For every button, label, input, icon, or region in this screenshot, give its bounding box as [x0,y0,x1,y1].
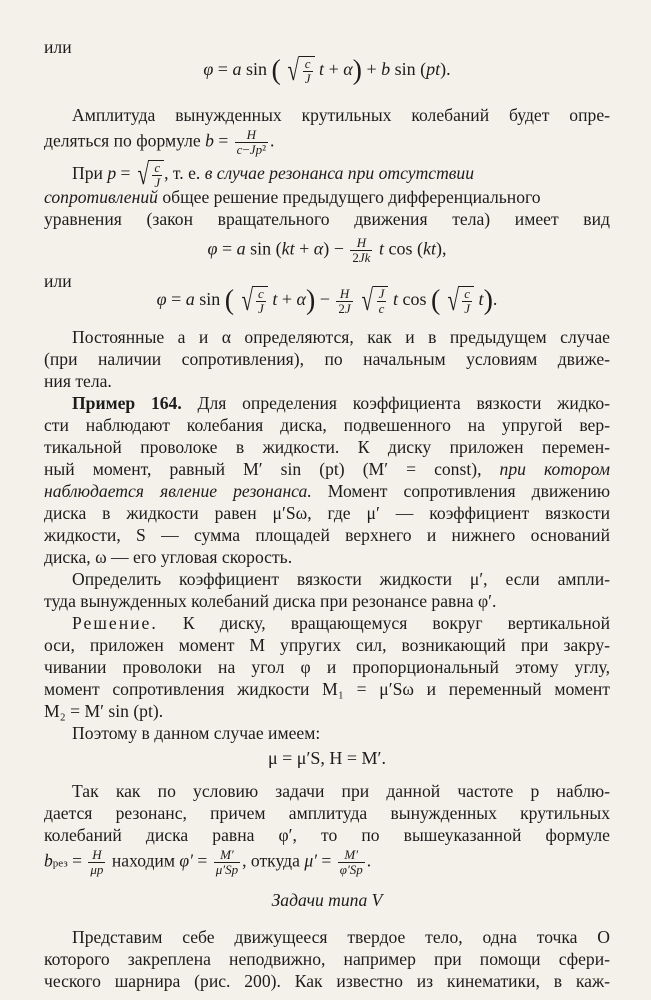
text-line: Постоянные a и α определяются, как и в предыдущем случае [72,327,610,347]
text-line: Определить коэффициент вязкости жидкости μ′, если ампли- [72,569,610,589]
text-line [44,480,610,502]
text-span: , откуда [242,850,300,871]
text-line: Поэтому в данном случае имеем: [72,723,321,743]
section-heading: Задачи типа V [271,890,383,910]
text-line: жидкости, S — сумма площадей верхнего и нижнего оснований [44,525,610,545]
text-span: сопротивлений [44,187,158,207]
text-line: момент сопротивления жидкости M₁ = μ′Sω и переменный момент [44,679,610,699]
text-span: деляться по формуле [44,130,201,151]
example-number: Пример 164. [72,393,182,413]
text-span: M′ sin (pt) (M′ = const), [243,459,482,479]
text-line [44,186,610,208]
text-span: общее решение предыдущего дифференциального [162,187,541,207]
text-span: ный момент, равный [44,459,226,479]
formula-phi-3: φ = a sin ( √ $\frac{c}{J}$ t + α) − $\frac{H}{2J}$ √ $\frac{J}{c}$ t cos ( √ $\frac{c}{J}$ t). [156,284,498,317]
text-line: (при наличии сопротивления), по начальным условиям движе- [44,349,610,369]
text-line: или [44,271,72,291]
text-line: уравнения (закон вращательного движения тела) имеет вид [44,209,610,229]
text-span: при котором [499,459,611,479]
text-line [44,458,610,480]
formula-phi-2: φ = a sin (kt + α) − $\frac{H}{2Jk}$ t cos (kt), [207,235,447,265]
text-line: Так как по условию задачи при данной частоте p наблю- [72,781,610,801]
text-line: туда вынужденных колебаний диска при резонансе равна φ′. [44,591,497,611]
text-line: сти наблюдают колебания диска, подвешенного на упругой вер- [44,415,610,435]
formula-phi-1: φ = a sin ( √ $\frac{c}{J}$ t + α) + b sin (pt). [203,54,451,87]
text-span: К диску, вращающемуся вокруг вертикальной [182,613,610,633]
text-line: M₂ = M′ sin (pt). [44,701,164,721]
text-line [72,612,610,634]
text-span: Момент сопротивления движению [327,481,611,501]
text-line: деляться по формуле b = $\frac{H}{\text{c−Jp²}}$ . [44,127,275,157]
text-line: ческого шарнира (рис. 200). Как известно из кинематики, в каж- [44,971,610,991]
text-span: в случае резонанса при отсутствии [204,163,475,184]
text-line: bрез = $\frac{H}{\mu p}$ находим φ′ = $\frac{M'}{\mu'Sp}$ , откуда μ′ = $\frac{M'}{\varphi'Sp}$ . [44,847,372,877]
text-line: Представим себе движущееся твердое тело, одна точка O [72,927,610,947]
text-line: диска в жидкости равен μ′Sω, где μ′ — коэффициент вязкости [44,503,610,523]
text-span: находим [111,850,175,871]
solution-label: Решение. [72,613,158,633]
text-span: наблюдается явление резонанса. [44,481,312,501]
text-line: колебаний диска равна φ′, то по вышеуказанной формуле [44,825,610,845]
text-span: Для определения коэффициента вязкости жидко- [197,393,610,413]
text-line: чивании проволоки на угол φ и пропорциональный этому углу, [44,657,610,677]
text-line: При p = √ $\frac{c}{J}$ , т. е. в случае резонанса при отсутствии [72,158,475,191]
text-line: которого закреплена неподвижно, например при помощи сфери- [44,949,610,969]
text-span: При [72,163,103,184]
text-line: диска, ω — его угловая скорость. [44,547,293,567]
text-line: или [44,37,72,57]
text-line: ния тела. [44,371,112,391]
text-line: тикальной проволоке в жидкости. К диску приложен перемен- [44,437,610,457]
formula-mu: μ = μ′S, H = M′. [268,748,386,768]
text-line: Амплитуда вынужденных крутильных колебаний будет опре- [72,105,610,125]
text-line [72,392,610,414]
text-span: , т. е. [164,163,201,184]
text-line: дается резонанс, причем амплитуда вынужденных крутильных [44,803,610,823]
text-line: оси, приложен момент M упругих сил, возникающий при закру- [44,635,610,655]
